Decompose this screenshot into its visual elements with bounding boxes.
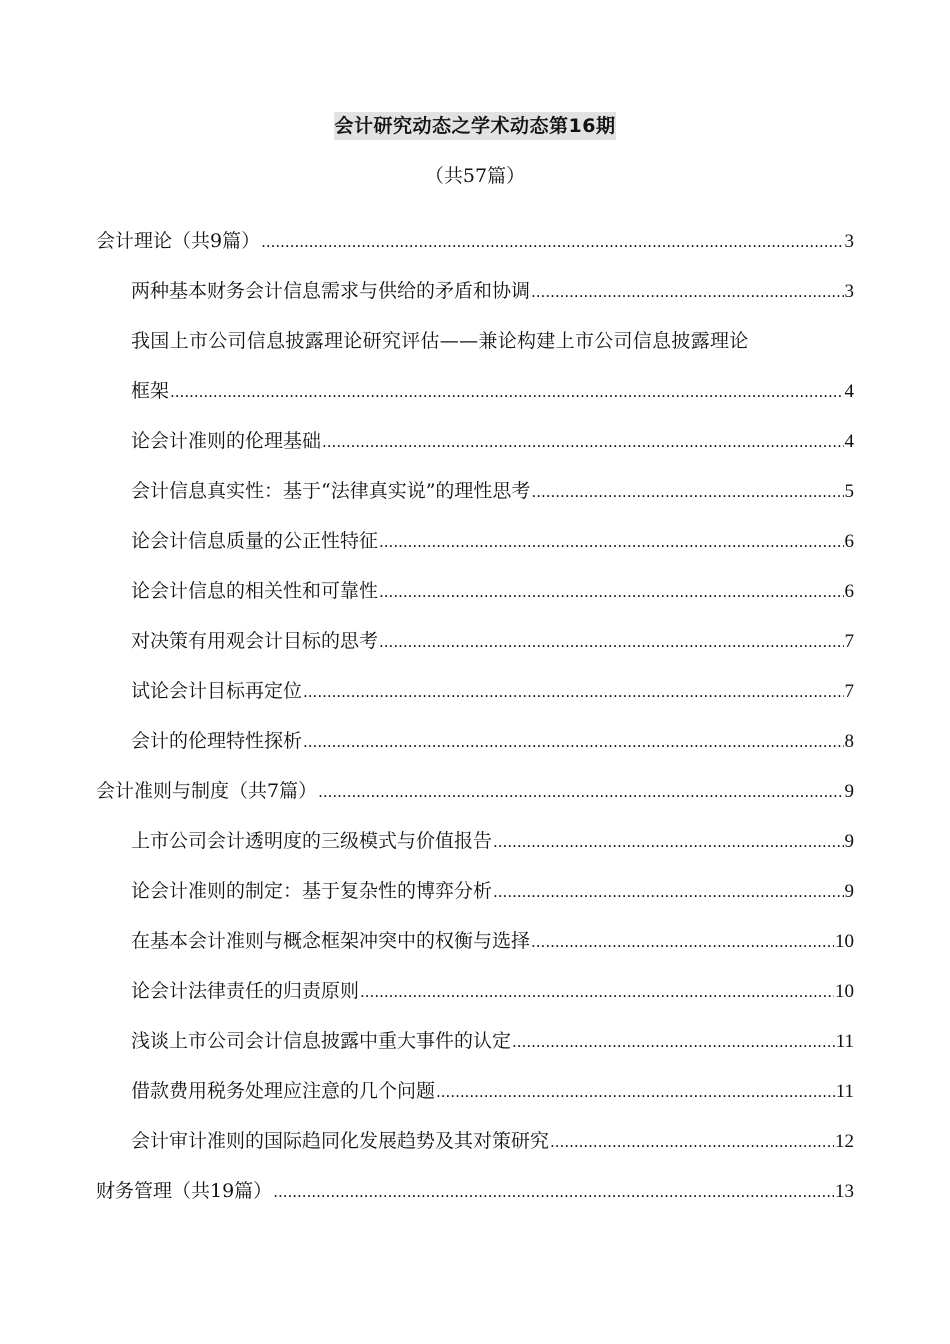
toc-page-number: 3 [844,281,854,302]
toc-item[interactable] [96,616,854,666]
toc-item-label: 论会计信息质量的公正性特征 [131,530,379,552]
toc-item[interactable] [96,416,854,466]
leader-dots [531,267,843,317]
toc-page-number: 11 [835,1031,854,1052]
toc-page-number: 9 [844,781,854,802]
toc-item-label: 浅谈上市公司会计信息披露中重大事件的认定 [131,1030,512,1052]
toc-page-number: 5 [844,481,854,502]
toc-item[interactable] [96,516,854,566]
leader-dots [170,367,843,417]
leader-dots [318,767,843,817]
toc-item-label: 论会计法律责任的归责原则 [131,980,360,1002]
toc-section-label: 会计理论（共9篇） [96,230,261,252]
toc-section-label: 会计准则与制度（共7篇） [96,780,318,802]
toc-item[interactable] [96,916,854,966]
toc-page-number: 6 [844,581,854,602]
leader-dots [303,717,843,767]
leader-dots [379,617,843,667]
leader-dots [303,667,843,717]
toc-item-label: 对决策有用观会计目标的思考 [131,630,379,652]
toc-item[interactable] [96,1066,854,1116]
leader-dots [379,517,843,567]
toc-item-label: 会计审计准则的国际趋同化发展趋势及其对策研究 [131,1130,550,1152]
toc-item-label: 我国上市公司信息披露理论研究评估——兼论构建上市公司信息披露理论 [131,330,749,352]
leader-dots [550,1117,834,1167]
leader-dots [512,1017,835,1067]
toc-page-number: 6 [844,531,854,552]
toc-item-label: 借款费用税务处理应注意的几个问题 [131,1080,436,1102]
toc-item-wrapped-line1[interactable] [96,316,854,366]
toc-section-accounting-standards[interactable] [96,766,854,816]
toc-page-number: 11 [835,1081,854,1102]
toc-item[interactable] [96,966,854,1016]
leader-dots [436,1067,835,1117]
leader-dots [531,917,834,967]
toc-item-label: 会计信息真实性：基于“法律真实说”的理性思考 [131,480,531,502]
title-container [0,112,950,140]
toc-section-financial-management[interactable] [96,1166,854,1216]
toc-page-number: 7 [844,631,854,652]
toc-item[interactable] [96,1116,854,1166]
toc-item-label: 试论会计目标再定位 [131,680,303,702]
toc-item[interactable] [96,266,854,316]
toc-section-label: 财务管理（共19篇） [96,1180,273,1202]
leader-dots [273,1167,834,1217]
toc-page-number: 4 [844,381,854,402]
toc-page-number: 4 [844,431,854,452]
leader-dots [322,417,843,467]
toc-item[interactable] [96,716,854,766]
toc-item-label: 上市公司会计透明度的三级模式与价值报告 [131,830,493,852]
document-title: 会计研究动态之学术动态第16期 [334,112,617,140]
toc-section-accounting-theory[interactable] [96,216,854,266]
toc-page-number: 13 [835,1181,854,1202]
toc-item[interactable] [96,566,854,616]
leader-dots [531,467,843,517]
leader-dots [493,817,843,867]
toc-item-label: 论会计准则的伦理基础 [131,430,322,452]
toc-page-number: 9 [844,881,854,902]
toc-item[interactable] [96,816,854,866]
leader-dots [493,867,843,917]
toc-page-number: 10 [835,981,854,1002]
toc-item-label: 两种基本财务会计信息需求与供给的矛盾和协调 [131,280,531,302]
toc-item-label: 在基本会计准则与概念框架冲突中的权衡与选择 [131,930,531,952]
leader-dots [360,967,834,1017]
toc-item[interactable] [96,866,854,916]
toc-item[interactable] [96,1016,854,1066]
document-subtitle: （共57篇） [424,165,526,187]
toc-page-number: 9 [844,831,854,852]
toc-page-number: 7 [844,681,854,702]
toc-item[interactable] [96,666,854,716]
toc-page-number: 3 [844,231,854,252]
table-of-contents [96,216,854,1216]
toc-item-label: 会计的伦理特性探析 [131,730,303,752]
toc-item-label: 论会计准则的制定：基于复杂性的博弈分析 [131,880,493,902]
toc-page-number: 8 [844,731,854,752]
toc-item-label: 框架 [131,380,170,402]
leader-dots [261,217,843,267]
toc-item-label: 论会计信息的相关性和可靠性 [131,580,379,602]
toc-page-number: 10 [835,931,854,952]
leader-dots [379,567,843,617]
toc-page-number: 12 [835,1131,854,1152]
toc-item-wrapped-line2[interactable] [96,366,854,416]
toc-item[interactable] [96,466,854,516]
